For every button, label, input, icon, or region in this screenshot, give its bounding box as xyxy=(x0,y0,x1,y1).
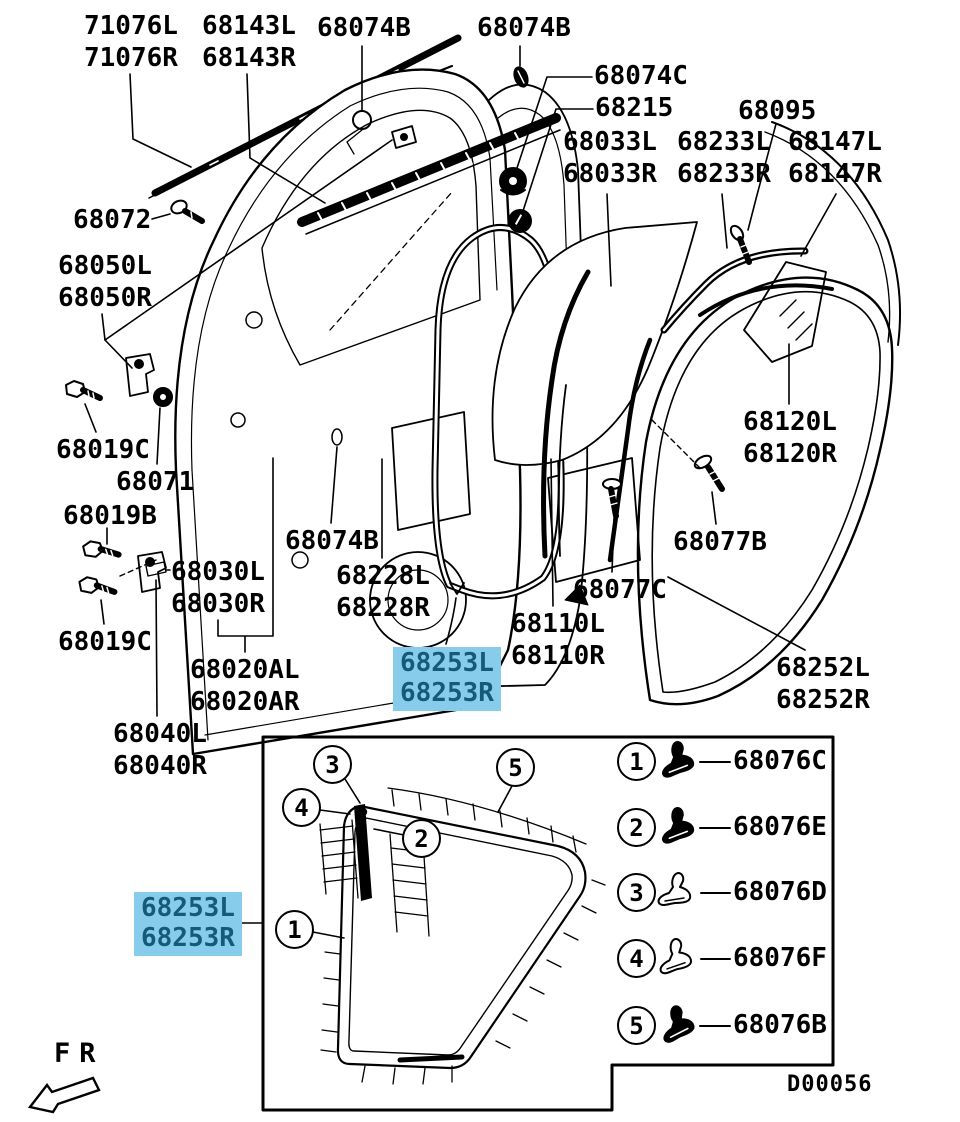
part-label-68095: 68095 xyxy=(738,96,817,126)
part-number-line: 68110L xyxy=(511,609,605,639)
fr-direction-label: FR xyxy=(54,1038,105,1069)
legend-circle-5: 5 xyxy=(617,1006,656,1045)
part-number-line: 68233L xyxy=(677,127,771,157)
part-label-68019c-1: 68019C xyxy=(56,435,150,465)
inset-seal-diagram xyxy=(313,779,605,1084)
screw-68072-icon xyxy=(169,198,202,221)
part-number-line: 68233R xyxy=(677,159,771,189)
callout-circle-4: 4 xyxy=(282,788,321,827)
fr-arrow-icon xyxy=(30,1078,99,1112)
grommet-68074c-icon xyxy=(500,168,526,195)
part-label-68252 xyxy=(776,652,870,716)
legend-circle-4: 4 xyxy=(617,939,656,978)
part-number-line: 68253L xyxy=(141,893,235,923)
inset-box xyxy=(263,737,833,1110)
legend-circle-3: 3 xyxy=(617,873,656,912)
part-label-68077c: 68077C xyxy=(573,575,667,605)
grommet-68071-icon xyxy=(154,388,172,406)
part-label-68110 xyxy=(511,608,605,672)
part-label-68020 xyxy=(190,654,300,718)
hinge-68030-icon xyxy=(138,552,166,592)
part-label-68143 xyxy=(202,10,296,74)
legend-part-68076c: 68076C xyxy=(733,746,827,776)
part-label-68074c: 68074C xyxy=(594,61,688,91)
part-label-68040 xyxy=(113,718,207,782)
part-number-line: 68253R xyxy=(141,923,235,953)
part-number-line: 68143R xyxy=(202,43,296,73)
screw-68095-icon xyxy=(728,224,749,262)
part-label-71076 xyxy=(84,10,178,74)
part-number-line: 68147R xyxy=(788,159,882,189)
part-label-68228 xyxy=(336,560,430,624)
part-label-68050 xyxy=(58,250,152,314)
callout-circle-2: 2 xyxy=(402,819,441,858)
legend-part-68076b: 68076B xyxy=(733,1010,827,1040)
part-number-line: 68228R xyxy=(336,593,430,623)
part-number-line: 68030R xyxy=(171,589,265,619)
part-label-68233 xyxy=(677,126,771,190)
part-number-line: 68143L xyxy=(202,11,296,41)
part-number-line: 68252R xyxy=(776,685,870,715)
part-label-68074b-3: 68074B xyxy=(285,526,379,556)
part-label-68077b: 68077B xyxy=(673,527,767,557)
callout-circle-1: 1 xyxy=(275,910,314,949)
part-label-68072: 68072 xyxy=(73,205,152,235)
bolt-68019c-icon xyxy=(66,381,100,398)
part-number-line: 68050R xyxy=(58,283,152,313)
part-number-line: 68033L xyxy=(563,127,657,157)
part-number-line: 68252L xyxy=(776,653,870,683)
part-number-line: 68120L xyxy=(743,407,837,437)
legend-part-68076e: 68076E xyxy=(733,812,827,842)
part-number-line: 68033R xyxy=(563,159,657,189)
part-label-68033 xyxy=(563,126,657,190)
callout-circle-5: 5 xyxy=(496,748,535,787)
part-number-line: 68050L xyxy=(58,251,152,281)
bolt-68019b-icon-2 xyxy=(79,575,114,595)
legend-part-68076f: 68076F xyxy=(733,943,827,973)
part-number-line: 68020AL xyxy=(190,655,300,685)
part-number-line: 71076R xyxy=(84,43,178,73)
part-number-line: 68040R xyxy=(113,751,207,781)
diagram-code: D00056 xyxy=(787,1072,873,1097)
part-number-line: 68147L xyxy=(788,127,882,157)
part-label-68253-highlighted[interactable] xyxy=(393,647,501,711)
part-number-line: 68030L xyxy=(171,557,265,587)
screw-68077b-icon xyxy=(693,453,722,489)
part-number-line: 71076L xyxy=(84,11,178,41)
part-label-68215: 68215 xyxy=(595,93,674,123)
grommet-68215-icon xyxy=(509,210,531,232)
part-label-68030 xyxy=(171,556,265,620)
callout-circle-3: 3 xyxy=(313,745,352,784)
part-number-line: 68120R xyxy=(743,439,837,469)
part-number-line: 68110R xyxy=(511,641,605,671)
bolt-68019b-icon-1 xyxy=(83,538,119,560)
part-number-line: 68020AR xyxy=(190,687,300,717)
part-label-68253-inset-highlighted[interactable] xyxy=(134,892,242,956)
hinge-lower-68050-icon xyxy=(126,354,154,396)
part-number-line: 68040L xyxy=(113,719,207,749)
part-number-line: 68228L xyxy=(336,561,430,591)
part-label-68120 xyxy=(743,406,837,470)
part-label-68074b-2: 68074B xyxy=(477,13,571,43)
part-label-68147 xyxy=(788,126,882,190)
part-label-68074b-1: 68074B xyxy=(317,13,411,43)
part-label-68019c-2: 68019C xyxy=(58,627,152,657)
part-label-68071: 68071 xyxy=(116,467,195,497)
legend-circle-1: 1 xyxy=(617,742,656,781)
part-label-68019b: 68019B xyxy=(63,501,157,531)
part-number-line: 68253R xyxy=(400,678,494,708)
legend-part-68076d: 68076D xyxy=(733,877,827,907)
legend-icons xyxy=(656,740,730,1043)
part-number-line: 68253L xyxy=(400,648,494,678)
door-glass xyxy=(493,222,698,465)
legend-circle-2: 2 xyxy=(617,808,656,847)
